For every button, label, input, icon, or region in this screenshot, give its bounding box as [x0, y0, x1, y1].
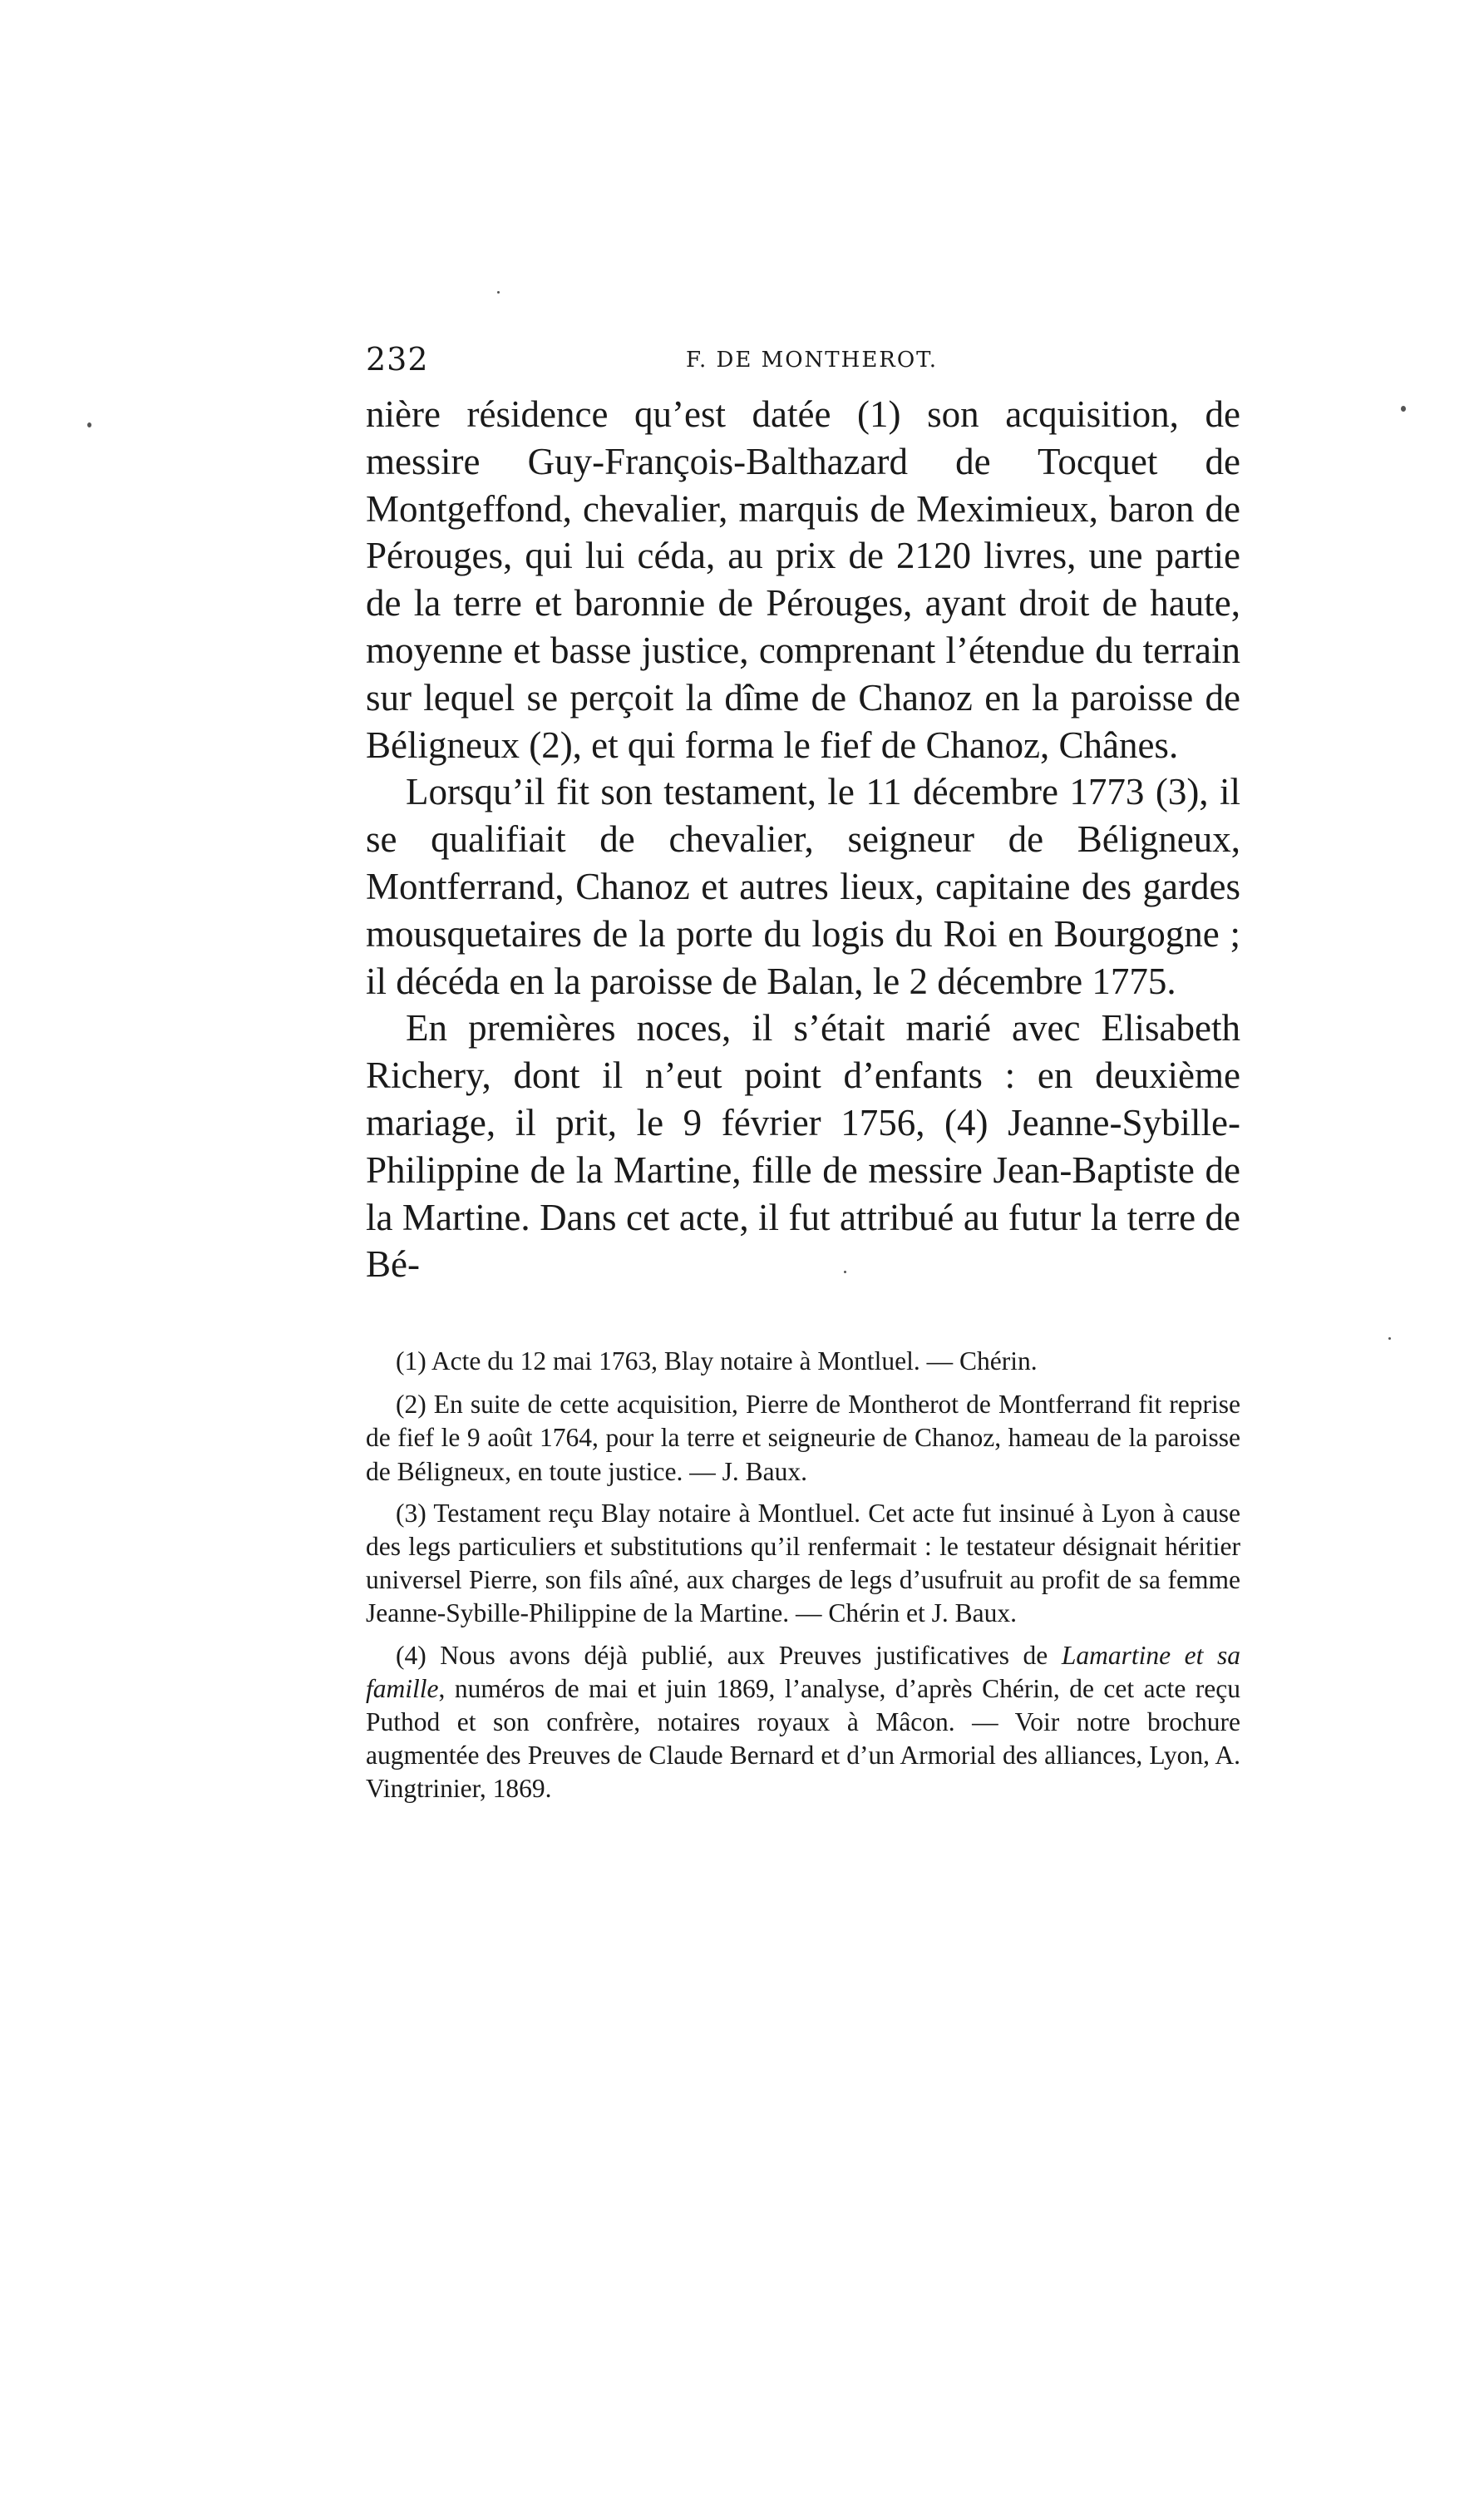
footnote-4-text-end: , numéros de mai et juin 1869, l’analyse, d’après Chérin, de cet acte reçu Puthod et son confrère, notaires royaux à Mâcon. — Voir notre brochure augmentée des Preuves de Claude Bernard et d’un Armorial des alliances, Lyon, A. Vingtrinier, 1869. [366, 1673, 1240, 1804]
footnote-4-text: (4) Nous avons déjà publié, aux Preuves justificatives de [396, 1640, 1062, 1670]
scan-speck [87, 422, 91, 427]
page-number: 232 [366, 341, 429, 378]
scan-speck [844, 1271, 846, 1273]
footnotes [366, 1345, 1240, 1815]
footnote-4 [366, 1639, 1240, 1806]
footnote-4-title: Lamartine et sa famille [366, 1640, 1240, 1703]
body-text [366, 391, 1240, 1288]
body-paragraph: En premières noces, il s’était marié avec Elisabeth Richery, dont il n’eut point d’enfants : en deuxième mariage, il prit, le 9 février 1756, (4) Jeanne-Sybille-Philippine de la Martine, fille de messire Jean-Baptiste de la Martine. Dans cet acte, il fut attribué au futur la terre de Bé- [366, 1007, 1240, 1286]
footnote-2: (2) En suite de cette acquisition, Pierre de Montherot de Montferrand fit reprise de fief le 9 août 1764, pour la terre et seigneurie de Chanoz, hameau de la paroisse de Béligneux, en toute justice. — J. Baux. [366, 1390, 1240, 1486]
body-paragraph: nière résidence qu’est datée (1) son acquisition, de messire Guy-François-Balthazard de Tocquet de Montgeffond, chevalier, marquis de Meximieux, baron de Pérouges, qui lui céda, au prix de 2120 livres, une partie de la terre et baronnie de Pérouges, ayant droit de haute, moyenne et basse justice, comprenant l’étendue du terrain sur lequel se perçoit la dîme de Chanoz en la paroisse de Béligneux (2), et qui forma le fief de Chanoz, Chânes. [366, 393, 1240, 766]
body-paragraph: Lorsqu’il fit son testament, le 11 décembre 1773 (3), il se qualifiait de chevalier, seigneur de Béligneux, Montferrand, Chanoz et autres lieux, capitaine des gardes mousquetaires de la porte du logis du Roi en Bourgogne ; il décéda en la paroisse de Balan, le 2 décembre 1775. [366, 771, 1240, 1002]
scan-speck [497, 291, 500, 294]
footnote-1: (1) Acte du 12 mai 1763, Blay notaire à Montluel. — Chérin. [396, 1346, 1038, 1375]
scan-speck [1388, 1337, 1391, 1340]
footnote-3: (3) Testament reçu Blay notaire à Montluel. Cet acte fut insinué à Lyon à cause des legs particuliers et substitutions qu’il renfermait : le testateur désignait héritier universel Pierre, son fils aîné, aux charges de legs d’usufruit au profit de sa femme Jeanne-Sybille-Philippine de la Martine. — Chérin et J. Baux. [366, 1498, 1240, 1628]
running-head: F. DE MONTHEROT. [686, 348, 938, 373]
scan-speck [1401, 406, 1406, 412]
